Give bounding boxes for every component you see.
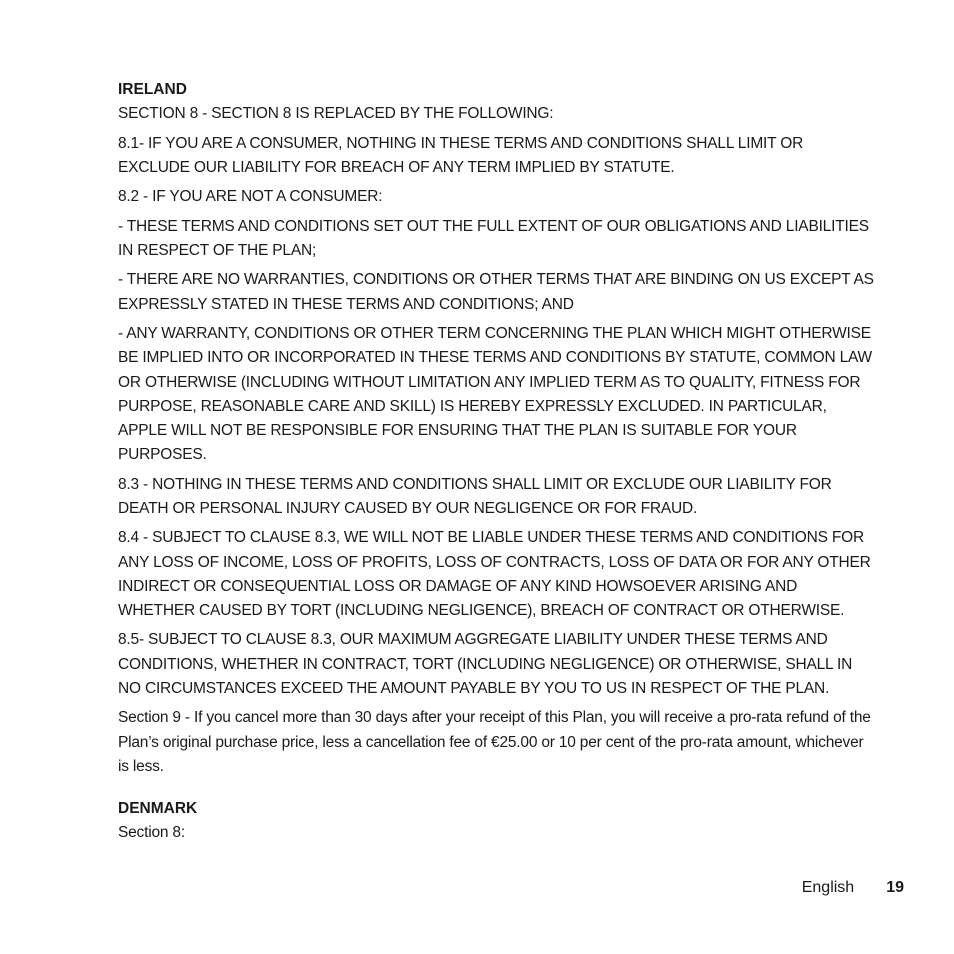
paragraph: SECTION 8 - SECTION 8 IS REPLACED BY THE FOLLOWING: (118, 105, 554, 122)
paragraph: 8.1- IF YOU ARE A CONSUMER, NOTHING IN THESE TERMS AND CONDITIONS SHALL LIMIT OR EXCLUDE OUR LIABILITY FOR BREACH OF ANY TERM IMPLIED BY STATUTE. (118, 134, 804, 176)
section-ireland (118, 78, 874, 779)
paragraph: Section 9 - If you cancel more than 30 days after your receipt of this Plan, you will receive a pro-rata refund of the Plan’s original purchase price, less a cancellation fee of €25.00 or 10 per cent of the pro-rata amount, whichever is less. (118, 709, 871, 775)
paragraph: 8.5- SUBJECT TO CLAUSE 8.3, OUR MAXIMUM AGGREGATE LIABILITY UNDER THESE TERMS AND CONDITIONS, WHETHER IN CONTRACT, TORT (INCLUDING NEGLIGENCE) OR OTHERWISE, SHALL IN NO CIRCUMSTANCES EXCEED THE AMOUNT PAYABLE BY YOU TO US IN RESPECT OF THE PLAN. (118, 631, 853, 697)
paragraph: 8.4 - SUBJECT TO CLAUSE 8.3, WE WILL NOT BE LIABLE UNDER THESE TERMS AND CONDITIONS FOR ANY LOSS OF INCOME, LOSS OF PROFITS, LOSS OF CONTRACTS, LOSS OF DATA OR FOR ANY OTHER INDIRECT OR CONSEQUENTIAL LOSS OR DAMAGE OF ANY KIND HOWSOEVER ARISING AND WHETHER CAUSED BY TORT (INCLUDING NEGLIGENCE), BREACH OF CONTRACT OR OTHERWISE. (118, 529, 871, 619)
section-heading: DENMARK (118, 800, 198, 818)
paragraph: - ANY WARRANTY, CONDITIONS OR OTHER TERM CONCERNING THE PLAN WHICH MIGHT OTHERWISE BE IMPLIED INTO OR INCORPORATED IN THESE TERMS AND CONDITIONS BY STATUTE, COMMON LAW OR OTHERWISE (INCLUDING WITHOUT LIMITATION ANY IMPLIED TERM AS TO QUALITY, FITNESS FOR PURPOSE, REASONABLE CARE AND SKILL) IS HEREBY EXPRESSLY EXCLUDED. IN PARTICULAR, APPLE WILL NOT BE RESPONSIBLE FOR ENSURING THAT THE PLAN IS SUITABLE FOR YOUR PURPOSES. (118, 325, 872, 464)
paragraph: - THERE ARE NO WARRANTIES, CONDITIONS OR OTHER TERMS THAT ARE BINDING ON US EXCEPT AS EXPRESSLY STATED IN THESE TERMS AND CONDITIONS; AND (118, 271, 874, 313)
paragraph: Section 8: (118, 824, 185, 842)
section-heading: IRELAND (118, 81, 187, 98)
paragraph: - THESE TERMS AND CONDITIONS SET OUT THE FULL EXTENT OF OUR OBLIGATIONS AND LIABILITIES IN RESPECT OF THE PLAN; (118, 217, 869, 259)
document-body (118, 78, 874, 851)
page-number: 19 (886, 879, 904, 896)
page-footer (802, 876, 904, 900)
section-denmark (118, 797, 874, 845)
footer-language: English (801, 879, 855, 896)
paragraph: 8.2 - IF YOU ARE NOT A CONSUMER: (118, 188, 383, 206)
section-spacer (118, 784, 874, 797)
paragraph: 8.3 - NOTHING IN THESE TERMS AND CONDITIONS SHALL LIMIT OR EXCLUDE OUR LIABILITY FOR DEATH OR PERSONAL INJURY CAUSED BY OUR NEGLIGENCE OR FOR FRAUD. (118, 475, 832, 517)
